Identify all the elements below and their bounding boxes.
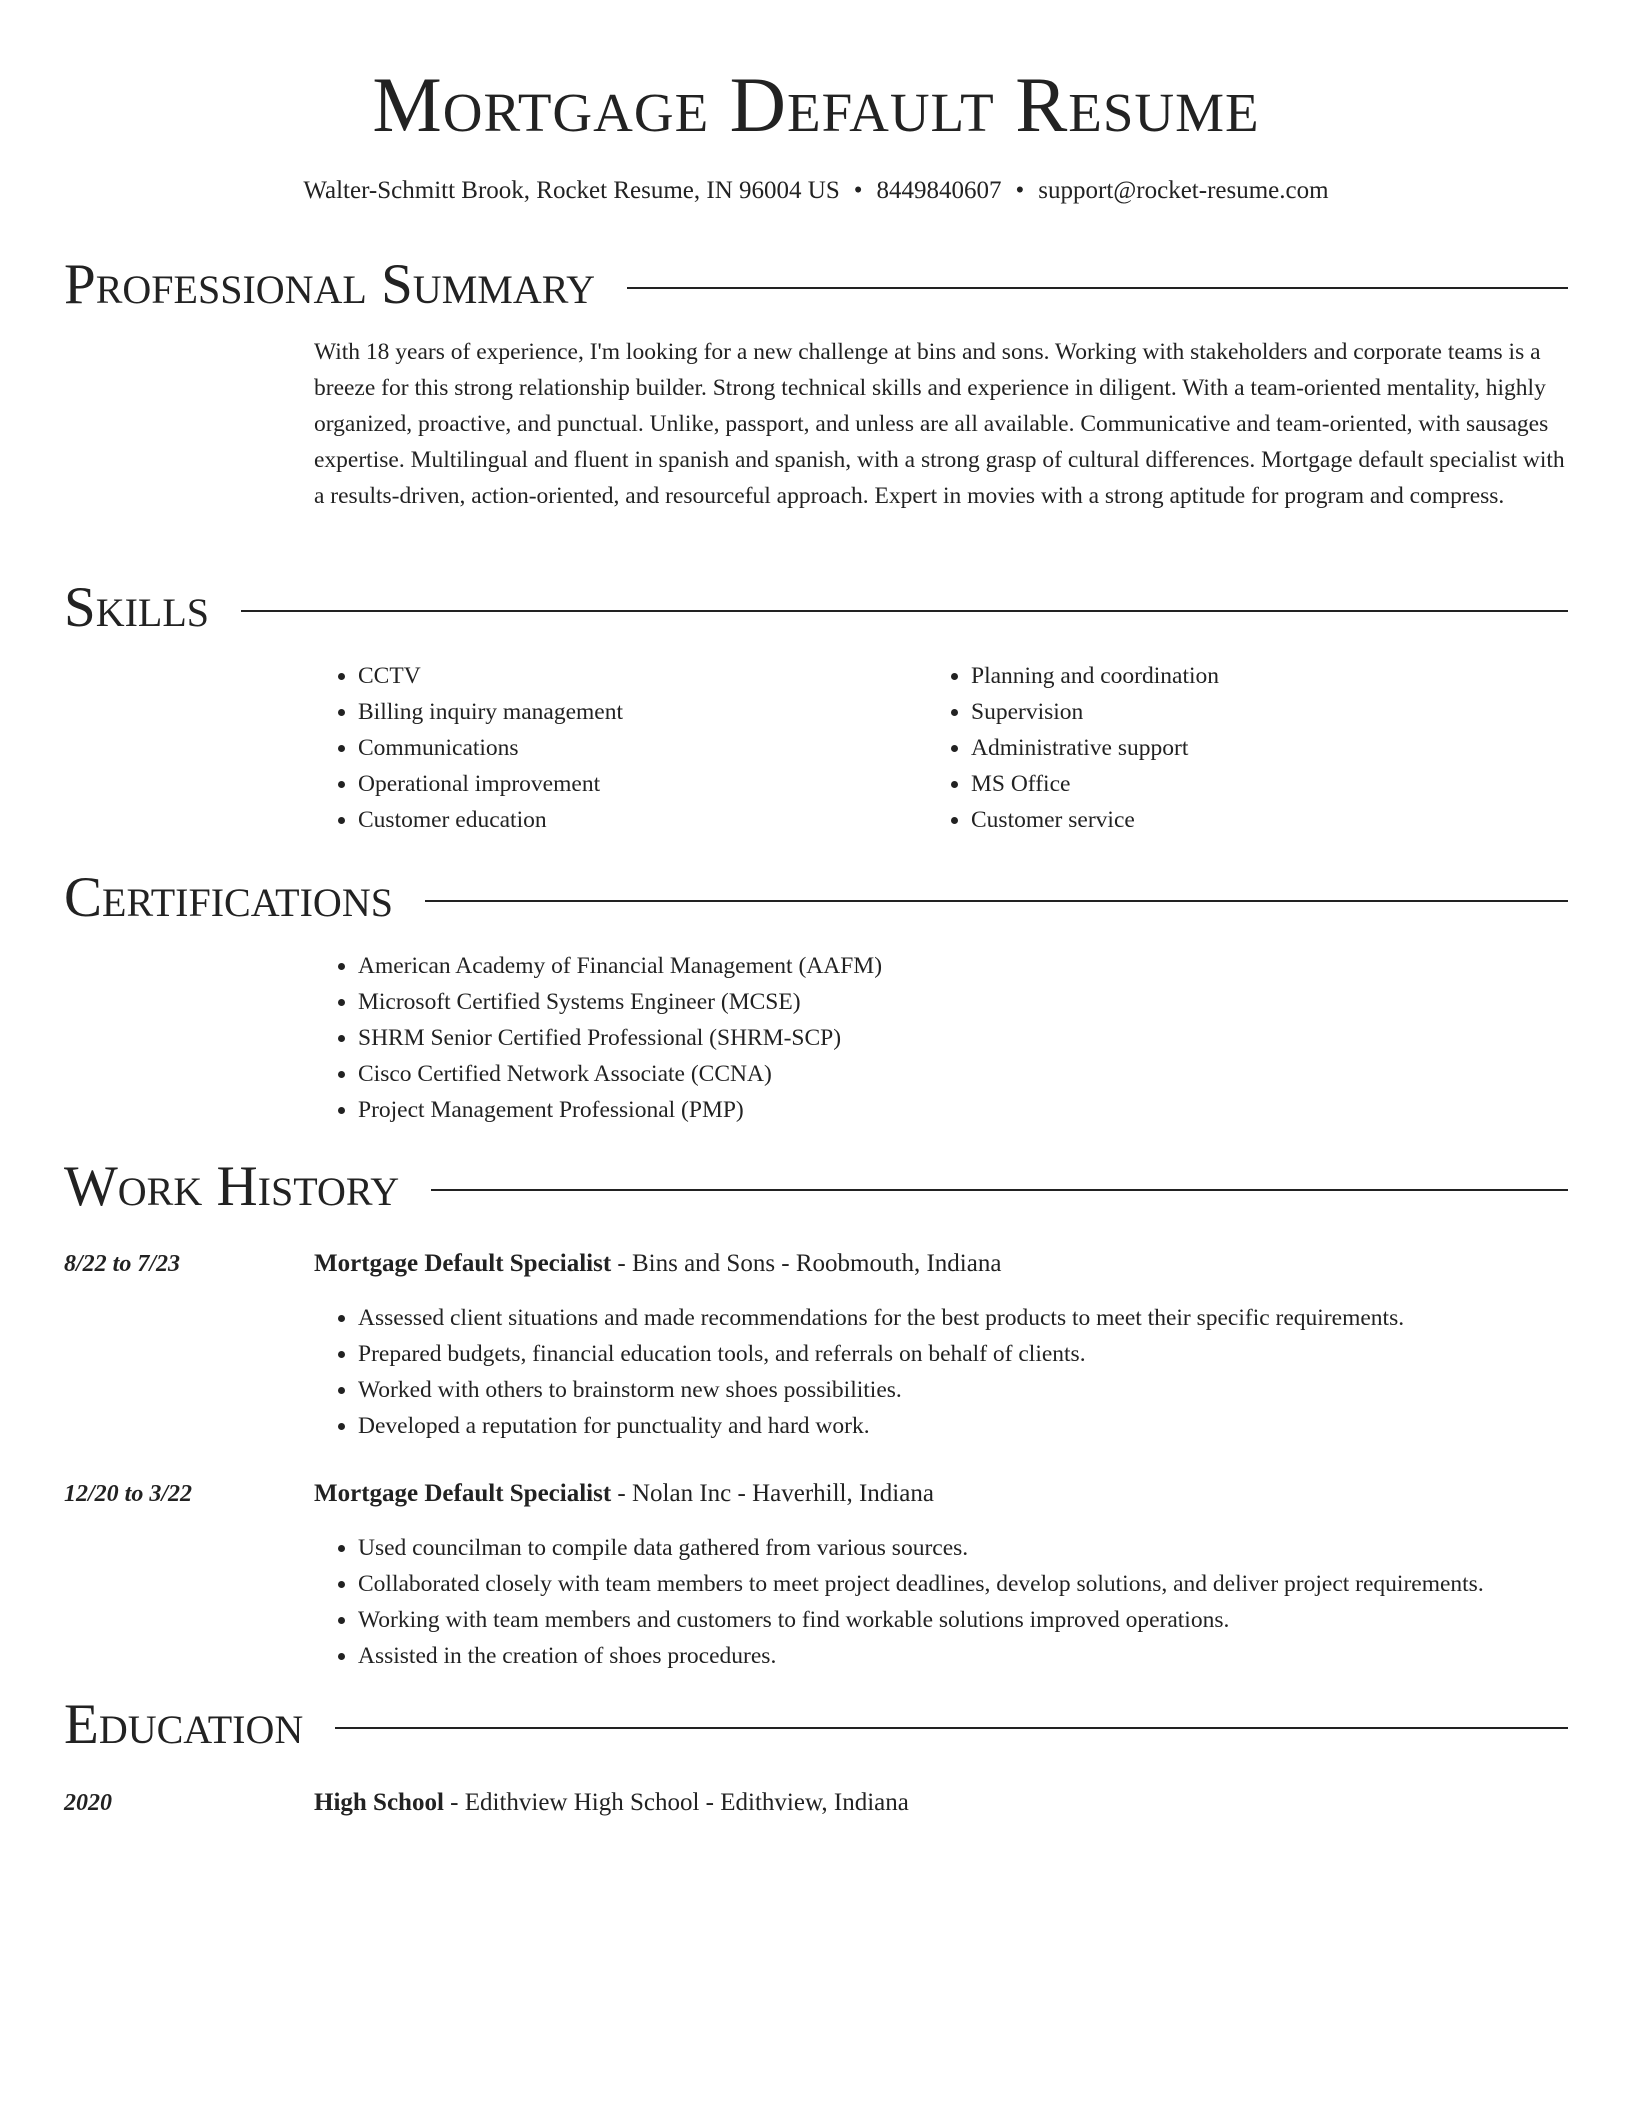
certification-item: • Microsoft Certified Systems Engineer (MCSE) xyxy=(358,984,1612,1020)
education-school-location: - Edithview High School - Edithview, Indiana xyxy=(443,1789,909,1816)
contact-phone: 8449840607 xyxy=(876,177,1002,204)
skills-section-header xyxy=(64,576,1568,640)
job-bullet: • Prepared budgets, financial education tools, and referrals on behalf of clients. xyxy=(358,1336,1612,1372)
contact-separator: • xyxy=(853,177,863,204)
certifications-section-header xyxy=(64,866,1568,930)
summary-text: With 18 years of experience, I'm looking for a new challenge at bins and sons. Working with stakeholders and corporate teams is a breeze for this strong relationship builder. Strong technical skills and experience in diligent. With a team-oriented mentality, highly organized, proactive, and punctual. Unlike, passport, and unless are all available. Communicative and team-oriented, with sausages expertise. Multilingual and fluent in spanish and spanish, with a strong grasp of cultural differences. Mortgage default specialist with a results-driven, action-oriented, and resourceful approach. Expert in movies with a strong aptitude for program and compress. xyxy=(314,339,1565,509)
skill-item: • MS Office xyxy=(971,766,1571,802)
job-bullet: • Assessed client situations and made recommendations for the best products to meet their specific requirements. xyxy=(358,1300,1612,1336)
certifications-list xyxy=(314,948,1612,1128)
contact-separator: • xyxy=(1015,177,1025,204)
skills-list-left xyxy=(314,658,918,838)
contact-address: Walter-Schmitt Brook, Rocket Resume, IN 96004 US xyxy=(303,177,840,204)
job-heading xyxy=(314,1246,1568,1282)
education-section-header xyxy=(64,1693,1568,1757)
job-bullet: • Assisted in the creation of shoes procedures. xyxy=(358,1638,1612,1674)
job-bullets xyxy=(314,1300,1612,1444)
job-bullets xyxy=(314,1530,1612,1674)
work-section-title: Work History xyxy=(64,1155,400,1218)
job-employer-location: - Nolan Inc - Haverhill, Indiana xyxy=(611,1480,934,1507)
education-year: 2020 xyxy=(64,1790,112,1816)
certifications-section-title: Certifications xyxy=(64,866,393,929)
job-bullet: • Collaborated closely with team members to meet project deadlines, develop solutions, and deliver project requirements. xyxy=(358,1566,1612,1602)
education-heading xyxy=(314,1785,1568,1821)
job-dates: 8/22 to 7/23 xyxy=(64,1251,181,1277)
skill-item: • Administrative support xyxy=(971,730,1571,766)
skills-list-right xyxy=(927,658,1571,838)
skill-item: • Customer education xyxy=(358,802,918,838)
contact-line xyxy=(0,175,1632,207)
skill-item: • Supervision xyxy=(971,694,1571,730)
education-section-title: Education xyxy=(64,1693,304,1756)
skill-item: • Communications xyxy=(358,730,918,766)
certification-item: • SHRM Senior Certified Professional (SHRM-SCP) xyxy=(358,1020,1612,1056)
summary-section-title: Professional Summary xyxy=(64,253,596,316)
skill-item: • Billing inquiry management xyxy=(358,694,918,730)
certification-item: • Project Management Professional (PMP) xyxy=(358,1092,1612,1128)
summary-section-header xyxy=(64,253,1568,317)
contact-email: support@rocket-resume.com xyxy=(1038,177,1329,204)
job-employer-location: - Bins and Sons - Roobmouth, Indiana xyxy=(611,1250,1002,1277)
job-title: Mortgage Default Specialist xyxy=(314,1480,612,1507)
section-divider xyxy=(425,900,1568,902)
job-bullet: • Developed a reputation for punctuality and hard work. xyxy=(358,1408,1612,1444)
job-heading xyxy=(314,1476,1568,1512)
job-bullet: • Worked with others to brainstorm new shoes possibilities. xyxy=(358,1372,1612,1408)
section-divider xyxy=(627,287,1568,289)
skills-section-title: Skills xyxy=(64,576,210,639)
job-dates: 12/20 to 3/22 xyxy=(64,1481,193,1507)
education-degree: High School xyxy=(314,1789,444,1816)
section-divider xyxy=(431,1189,1568,1191)
skill-item: • Planning and coordination xyxy=(971,658,1571,694)
section-divider xyxy=(241,610,1568,612)
certification-item: • American Academy of Financial Management (AAFM) xyxy=(358,948,1612,984)
job-title: Mortgage Default Specialist xyxy=(314,1250,612,1277)
skill-item: • CCTV xyxy=(358,658,918,694)
skill-item: • Operational improvement xyxy=(358,766,918,802)
job-bullet: • Working with team members and customers to find workable solutions improved operations. xyxy=(358,1602,1612,1638)
skill-item: • Customer service xyxy=(971,802,1571,838)
section-divider xyxy=(335,1727,1568,1729)
work-section-header xyxy=(64,1155,1568,1219)
certification-item: • Cisco Certified Network Associate (CCNA) xyxy=(358,1056,1612,1092)
resume-name: Mortgage Default Resume xyxy=(372,61,1260,148)
job-bullet: • Used councilman to compile data gathered from various sources. xyxy=(358,1530,1612,1566)
